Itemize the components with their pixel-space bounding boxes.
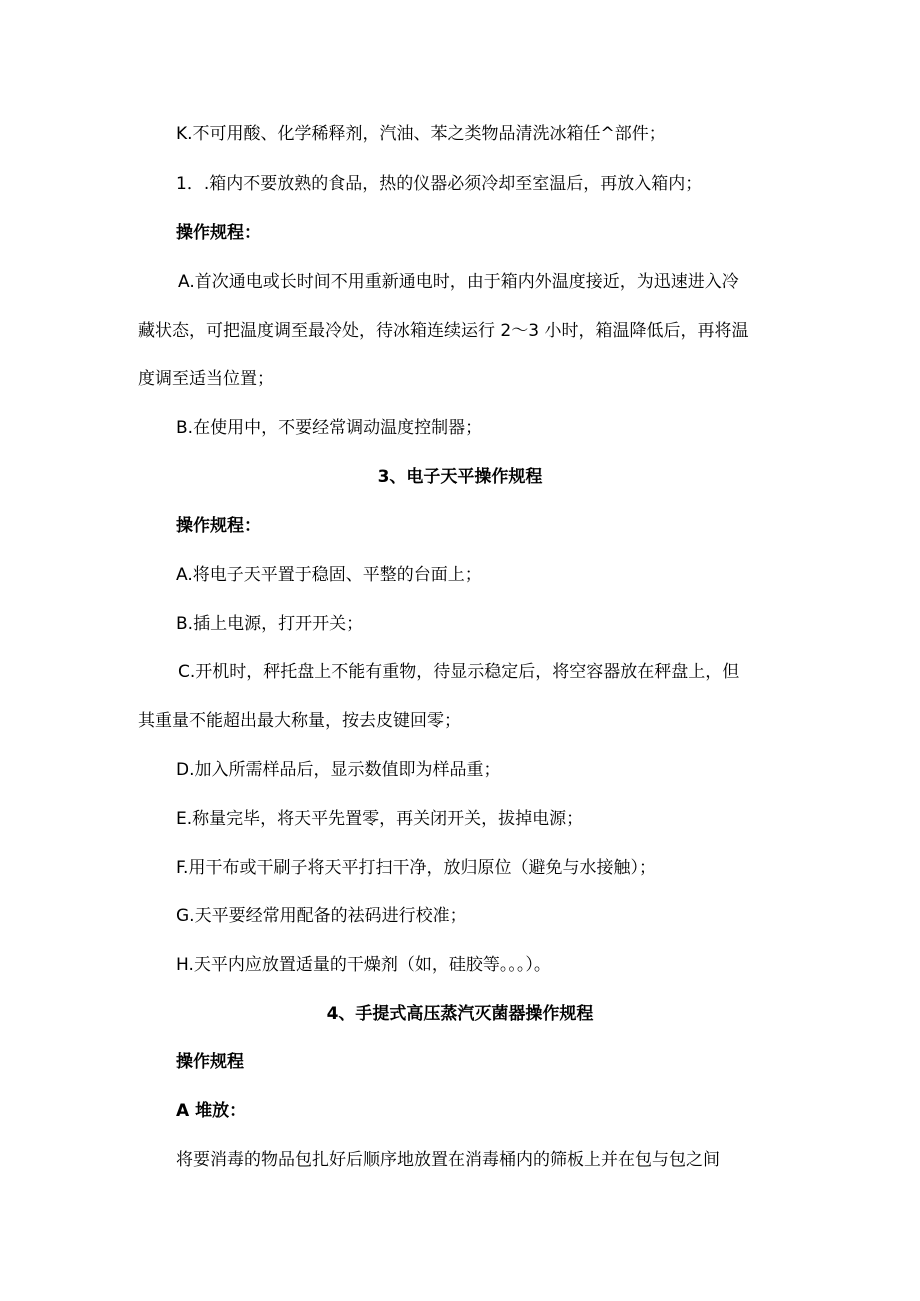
paragraph-item-1: 1．.箱内不要放熟的食品，热的仪器必须冷却至室温后，再放入箱内； <box>176 174 703 194</box>
balance-step-d: D.加入所需样品后，显示数值即为样品重； <box>176 760 501 780</box>
paragraph-item-a-line3: 度调至适当位置； <box>138 369 274 389</box>
balance-step-c-line1: C.开机时，秤托盘上不能有重物，待显示稳定后，将空容器放在秤盘上，但 <box>178 662 740 682</box>
balance-step-b: B.插上电源，打开开关； <box>176 614 364 634</box>
balance-step-e: E.称量完毕，将天平先置零，再关闭开关，拔掉电源； <box>176 809 584 829</box>
paragraph-item-k: K.不可用酸、化学稀释剂，汽油、苯之类物品清洗冰箱任^部件； <box>176 124 666 144</box>
paragraph-item-a-line1: A.首次通电或长时间不用重新通电时，由于箱内外温度接近，为迅速进入冷 <box>178 272 739 292</box>
sterilizer-step-a-heading: A 堆放： <box>176 1101 247 1121</box>
section-subheading: 操作规程 <box>176 1052 244 1072</box>
balance-step-h: H.天平内应放置适量的干燥剂（如，硅胶等。。。）。 <box>176 955 551 975</box>
sterilizer-step-a-text: 将要消毒的物品包扎好后顺序地放置在消毒桶内的筛板上并在包与包之间 <box>176 1150 720 1170</box>
balance-step-f: F.用干布或干刷子将天平打扫干净，放归原位（避免与水接触）； <box>176 858 656 878</box>
section-heading-sterilizer: 4、手提式高压蒸汽灭菌器操作规程 <box>326 1004 594 1024</box>
balance-step-c-line2: 其重量不能超出最大称量，按去皮键回零； <box>138 711 461 731</box>
paragraph-item-b: B.在使用中，不要经常调动温度控制器； <box>176 418 483 438</box>
section-heading-balance: 3、电子天平操作规程 <box>377 467 543 487</box>
balance-step-g: G.天平要经常用配备的祛码进行校准； <box>176 906 467 926</box>
balance-step-a: A.将电子天平置于稳固、平整的台面上； <box>176 565 482 585</box>
paragraph-item-a-line2: 藏状态，可把温度调至最冷处，待冰箱连续运行 2～3 小时，箱温降低后，再将温 <box>138 321 749 341</box>
section-subheading: 操作规程： <box>176 516 261 536</box>
section-subheading: 操作规程： <box>176 223 261 243</box>
